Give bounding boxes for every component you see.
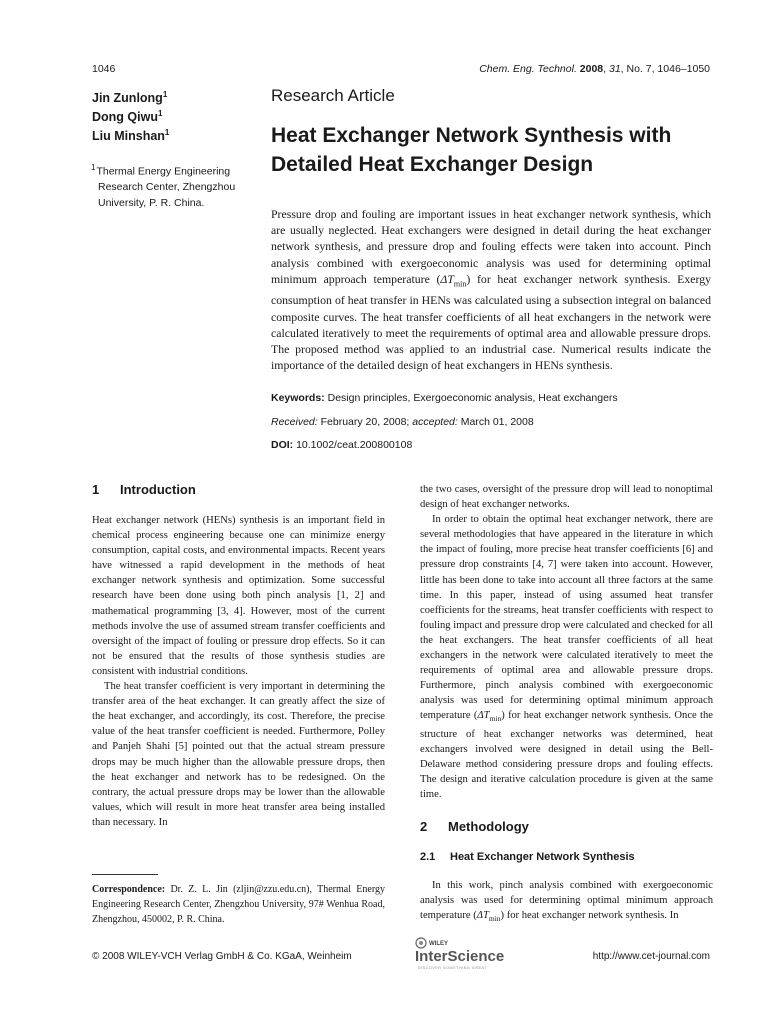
author-name: Liu Minshan$^1$ bbox=[92, 128, 170, 144]
journal-name: Chem. Eng. Technol. bbox=[479, 63, 577, 75]
affiliation: $^1$Thermal Energy Engineering Research Center, Zhengzhou University, P. R. China. bbox=[91, 163, 236, 209]
affiliation-marker: 1 bbox=[91, 163, 96, 172]
journal-citation: Chem. Eng. Technol. 2008, 31, No. 7, 1046–1050 bbox=[479, 63, 710, 75]
page-number: 1046 bbox=[92, 63, 116, 75]
author-name: Dong Qiwu$^1$ bbox=[92, 109, 163, 125]
logo-wiley: WILEY bbox=[429, 941, 448, 947]
article-title: Heat Exchanger Network Synthesis with Detailed Heat Exchanger Design bbox=[271, 124, 672, 176]
section-heading-methodology: 2 Methodology bbox=[420, 819, 529, 834]
doi-link[interactable]: 10.1002/ceat.200800108 bbox=[293, 439, 413, 451]
journal-url-link[interactable]: http://www.cet-journal.com bbox=[592, 951, 710, 962]
received-dates: Received: February 20, 2008; accepted: March 01, 2008 bbox=[271, 416, 534, 428]
author-name: Jin Zunlong$^1$ bbox=[92, 90, 168, 106]
body-column-left bbox=[92, 513, 385, 830]
logo-brand: InterScience bbox=[415, 948, 505, 965]
footnote-divider bbox=[92, 874, 158, 875]
journal-issue-pages: , No. 7, 1046–1050 bbox=[620, 63, 710, 75]
paragraph: Heat exchanger network (HENs) synthesis is an important field in chemical process engineering because one can minimize energy consumption, capital costs, and environmental impacts. Recent years have witnessed a rapid development in the methods of heat exchanger network synthesis and optimization. Some successful research have been done using both pinch analysis [1, 2] and mathematical programming [3, 4]. However, most of the current methods involve the use of assumed stream transfer coefficients and oversight of the impact of fouling or pressure drop effects. So it can not be ensured that the results of those synthesis studies are consistent with industrial conditions. bbox=[92, 515, 385, 677]
interscience-logo bbox=[412, 936, 522, 974]
doi[interactable]: DOI: 10.1002/ceat.200800108 bbox=[271, 439, 413, 451]
logo-tagline: DISCOVER SOMETHING GREAT bbox=[418, 966, 488, 970]
paragraph: In order to obtain the optimal heat exchanger network, there are several methodologies that have appeared in the literature in which the impact of fouling, more precise heat transfer coefficients [6] and pressure drop constraints [4, 7] were taken into account. However, little has been done to take into account all three factors at the same time. In this paper, instead of using assumed heat transfer coefficients for the streams, heat transfer coefficients with respect to fouling impact and pressure drop were calculated and checked for all the heat exchangers. The heat transfer coefficients of all heat exchangers in the network were calculated iteratively to meet the requirements of optimal area and allowable pressure drops. Furthermore, pinch analysis combined with exergoeconomic analysis was used for determining optimal minimum approach temperature $(\Delta T_{min})$ for heat exchanger network synthesis. Once the structure of heat exchanger networks was determined, heat exchangers involved were designed in detail using the Bell-Delaware method considering pressure drops and fouling effects. The design and iterative calculation procedure is given at the same time. bbox=[420, 514, 713, 800]
paragraph: The heat transfer coefficient is very important in determining the transfer area of the heat exchanger. It can greatly affect the size of the heat exchanger, and accordingly, its cost. Therefore, the precise value of the heat transfer coefficient is needed. Furthermore, Polley and Panjeh Shahi [5] pointed out that the actual stream pressure drops may be much higher than the allowable pressure drops, then the heat exchanger and network has to be redesigned. On the contrary, the actual pressure drops may be lower than the allowable values, which will result in more heat transfer area being installed than necessary. In bbox=[92, 681, 385, 828]
journal-volume: 31 bbox=[608, 63, 621, 75]
body-column-right-method bbox=[420, 878, 713, 926]
section-heading-introduction: 1 Introduction bbox=[92, 482, 196, 497]
abstract: Pressure drop and fouling are important issues in heat exchanger network synthesis, which are usually neglected. Heat exchangers were designed in detail during the heat exchanger network synthesis, and pressure drop and fouling effects were taken into account. Pinch analysis combined with exergoeconomic analysis was used for determining optimal minimum approach temperature $(\Delta T_{min})$ for heat exchanger network synthesis. Exergy consumption of heat transfer in HENs was calculated using a subsection integral on balanced composite curves. The heat transfer coefficients of all heat exchangers in the network were calculated iteratively to meet the requirements of optimal area and allowable pressure drops. The proposed method was applied to an industrial case. Numerical results indicate the importance of the detailed design of heat exchangers in HENs synthesis. bbox=[271, 207, 711, 373]
subsection-heading: 2.1 Heat Exchanger Network Synthesis bbox=[420, 851, 635, 863]
journal-year: 2008 bbox=[579, 63, 604, 75]
delta-t-symbol: ΔT bbox=[440, 271, 454, 286]
correspondence-note: Correspondence: Dr. Z. L. Jin (zljin@zzu.edu.cn), Thermal Energy Engineering Research Center, Zhengzhou University, 97# Wenhua Road, Zhengzhou, 450002, P. R. China. bbox=[92, 884, 385, 925]
copyright-notice: © 2008 WILEY-VCH Verlag GmbH & Co. KGaA, Weinheim bbox=[92, 951, 352, 962]
article-type: Research Article bbox=[271, 86, 395, 105]
paragraph: the two cases, oversight of the pressure drop will lead to nonoptimal design of heat exchanger networks. bbox=[420, 484, 713, 511]
body-column-right bbox=[420, 482, 713, 802]
paragraph: In this work, pinch analysis combined with exergoeconomic analysis was used for determining optimal minimum approach temperature $(\Delta T_{min})$ for heat exchanger network synthesis. In bbox=[420, 880, 713, 924]
keywords: Keywords: Design principles, Exergoeconomic analysis, Heat exchangers bbox=[271, 392, 618, 404]
